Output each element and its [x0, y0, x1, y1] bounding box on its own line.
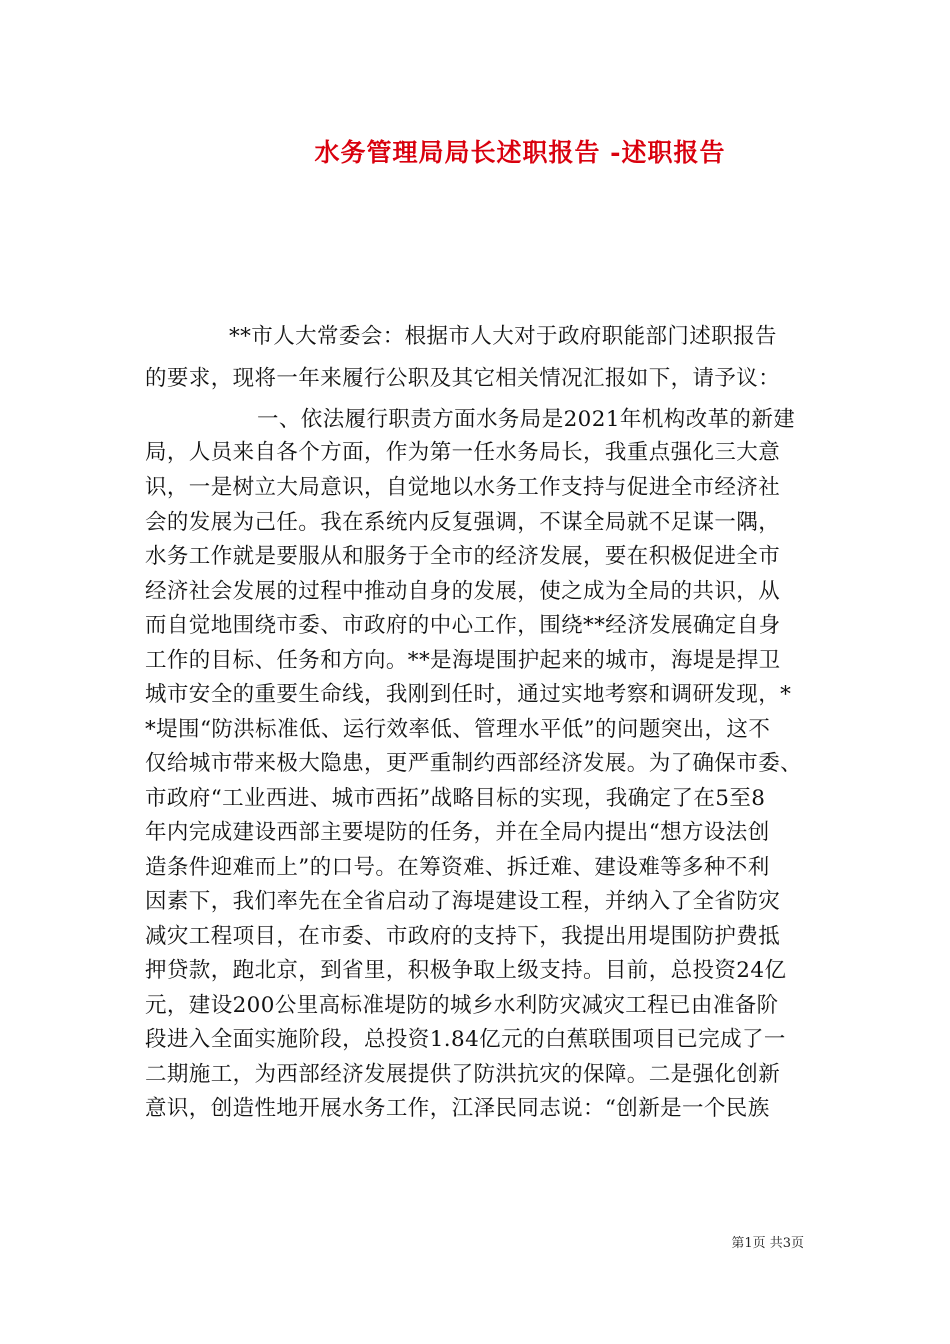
body-line-8: 经济社会发展的过程中推动自身的发展，使之成为全局的共识，从: [145, 579, 781, 604]
body-line-4: 局，人员来自各个方面，作为第一任水务局长，我重点强化三大意: [145, 440, 781, 465]
page-number: 第1页 共3页: [731, 1236, 804, 1251]
body-line-19: 押贷款，跑北京，到省里，积极争取上级支持。目前，总投资24亿: [145, 958, 787, 983]
document-title: 水务管理局局长述职报告 -述职报告: [314, 138, 726, 167]
body-line-13: 仅给城市带来极大隐患，更严重制约西部经济发展。为了确保市委、: [145, 751, 803, 776]
body-line-21: 段进入全面实施阶段，总投资1.84亿元的白蕉联围项目已完成了一: [145, 1027, 786, 1052]
body-line-22: 二期施工，为西部经济发展提供了防洪抗灾的保障。二是强化创新: [145, 1062, 781, 1087]
body-line-9: 而自觉地围绕市委、市政府的中心工作，围绕**经济发展确定自身: [145, 613, 781, 638]
body-line-23: 意识，创造性地开展水务工作，江泽民同志说：“创新是一个民族: [145, 1096, 770, 1121]
body-line-12: *堤围“防洪标准低、运行效率低、管理水平低”的问题突出，这不: [145, 717, 771, 742]
body-line-18: 减灾工程项目，在市委、市政府的支持下，我提出用堤围防护费抵: [145, 924, 781, 949]
body-line-15: 年内完成建设西部主要堤防的任务，并在全局内提出“想方设法创: [145, 820, 770, 845]
body-line-1: **市人大常委会：根据市人大对于政府职能部门述职报告: [229, 324, 777, 349]
body-line-17: 因素下，我们率先在全省启动了海堤建设工程，并纳入了全省防灾: [145, 889, 781, 914]
body-line-16: 造条件迎难而上”的口号。在筹资难、拆迁难、建设难等多种不利: [145, 855, 770, 880]
body-line-5: 识，一是树立大局意识，自觉地以水务工作支持与促进全市经济社: [145, 475, 781, 500]
body-line-2: 的要求，现将一年来履行公职及其它相关情况汇报如下，请予议：: [145, 366, 781, 391]
body-line-7: 水务工作就是要服从和服务于全市的经济发展，要在积极促进全市: [145, 544, 781, 569]
body-line-14: 市政府“工业西进、城市西拓”战略目标的实现，我确定了在5至8: [145, 786, 766, 811]
body-line-6: 会的发展为己任。我在系统内反复强调，不谋全局就不足谋一隅，: [145, 510, 781, 535]
body-line-3: 一、依法履行职责方面水务局是2021年机构改革的新建: [257, 407, 796, 432]
body-line-11: 城市安全的重要生命线，我刚到任时，通过实地考察和调研发现，*: [145, 682, 792, 707]
body-line-10: 工作的目标、任务和方向。**是海堤围护起来的城市，海堤是捍卫: [145, 648, 781, 673]
body-line-20: 元，建设200公里高标准堤防的城乡水利防灾减灾工程已由准备阶: [145, 993, 779, 1018]
